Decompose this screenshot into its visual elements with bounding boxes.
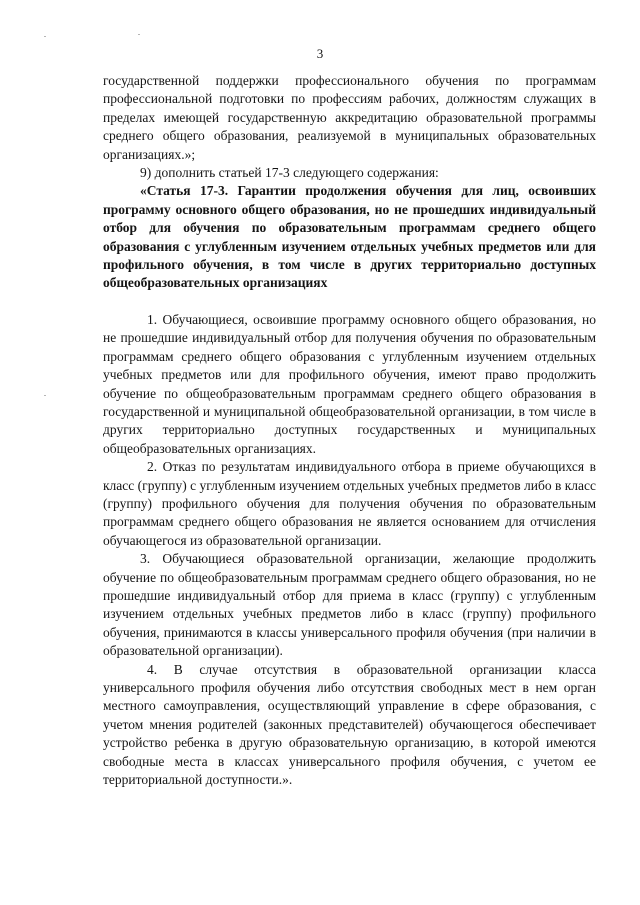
scan-dot — [44, 395, 46, 396]
page-number: 3 — [316, 46, 324, 61]
paragraph-continuation: государственной поддержки профессионального обучения по программам профессиональной подготовки по профессиям рабочих, должностям служащих в пределах имеющей государственную аккредитацию образовательной программы среднего общего образования, реализуемой в муниципальных образовательных организациях.»; — [103, 73, 596, 162]
scan-dot — [44, 36, 46, 37]
paragraph-amendment-item: 9) дополнить статьей 17-3 следующего содержания: — [140, 165, 439, 181]
paragraph-clause-2: 2. Отказ по результатам индивидуального отбора в приеме обучающихся в класс (группу) с углубленным изучением отдельных учебных предметов либо в класс (группу) профильного обучения для получения обучения по образовательным программам среднего общего образования не является основанием для отчисления обучающегося из образовательной организации. — [103, 459, 596, 548]
scan-dot — [138, 34, 140, 35]
paragraph-clause-4: 4. В случае отсутствия в образовательной организации класса универсального профиля обучения либо отсутствия свободных мест в нем орган местного самоуправления, осуществляющий управление в сфере образования, с учетом мнения родителей (законных представителей) обучающегося обеспечивает устройство ребенка в другую образовательную организацию, в которой имеются свободные места в классах универсального профиля обучения, с учетом ее территориальной доступности.». — [103, 661, 596, 788]
spacer — [103, 293, 596, 311]
paragraph-clause-3: 3. Обучающиеся образовательной организации, желающие продолжить обучение по общеобразовательным программам среднего общего образования, но не прошедшие индивидуальный отбор для приема в класс (группу) с углубленным изучением отдельных учебных предметов либо в класс (группу) профильного обучения, принимаются в классы универсального профиля обучения (при наличии в образовательной организации). — [103, 551, 596, 659]
paragraph-clause-1: 1. Обучающиеся, освоившие программу основного общего образования, но не прошедшие индивидуальный отбор для получения обучения по образовательным программам среднего общего образования с углубленным изучением отдельных учебных предметов или для профильного обучения, имеют право продолжить обучение по общеобразовательным программам среднего общего образования в государственной и муниципальной общеобразовательной организации, в том числе в других территориально доступных государственных и муниципальных общеобразовательных организациях. — [103, 311, 596, 456]
article-heading: «Статья 17-3. Гарантии продолжения обучения для лиц, освоивших программу основного общего образования, но не прошедших индивидуальный отбор для обучения по образовательным программам среднего общего образования с углубленным изучением отдельных учебных предметов или для профильного обучения, в том числе в других территориально доступных общеобразовательных организациях — [103, 183, 596, 291]
document-body — [103, 72, 596, 789]
